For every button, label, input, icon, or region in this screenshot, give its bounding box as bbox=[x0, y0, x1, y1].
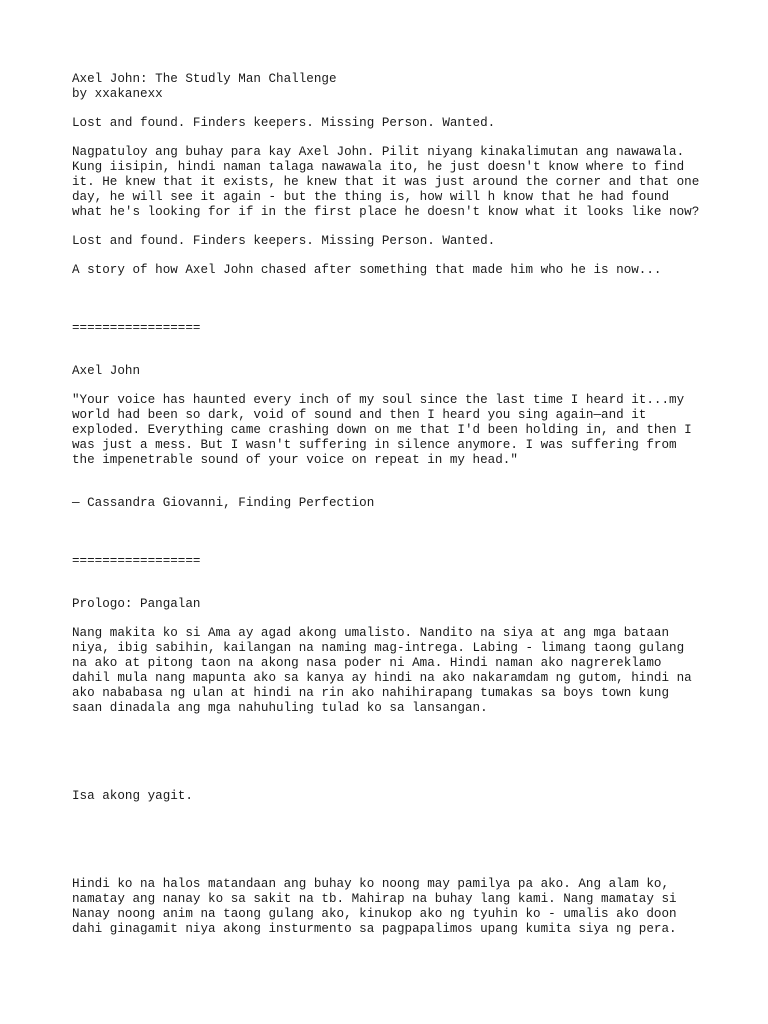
paragraph-line: Nang makita ko si Ama ay agad akong umalisto. Nandito na siya at ang mga bataan bbox=[72, 626, 670, 640]
document-title: Axel John: The Studly Man Challenge bbox=[72, 72, 337, 86]
paragraph-line: saan dinadala ang mga nahuhuling tulad ko sa lansangan. bbox=[72, 701, 488, 715]
tagline: Lost and found. Finders keepers. Missing Person. Wanted. bbox=[72, 116, 496, 130]
separator: ================= bbox=[72, 321, 201, 335]
quote-line: world had been so dark, void of sound and then I heard you sing again—and it bbox=[72, 408, 647, 422]
quote-line: was just a mess. But I wasn't suffering in silence anymore. I was suffering from bbox=[72, 438, 677, 452]
summary-line: Nagpatuloy ang buhay para kay Axel John. Pilit niyang kinakalimutan ang nawawala. bbox=[72, 145, 685, 159]
paragraph-line: dahil mula nang mapunta ako sa kanya ay hindi na ako nakaramdam ng gutom, hindi na bbox=[72, 671, 692, 685]
document-page bbox=[72, 72, 712, 937]
epigraph-quote bbox=[72, 393, 712, 468]
paragraph-line: Hindi ko na halos matandaan ang buhay ko noong may pamilya pa ako. Ang alam ko, bbox=[72, 877, 670, 891]
paragraph-line: na ako at pitong taon na akong nasa poder ni Ama. Hindi naman ako nagrereklamo bbox=[72, 656, 662, 670]
section-heading: Axel John bbox=[72, 364, 141, 378]
prologue-paragraph bbox=[72, 877, 712, 937]
summary-line: Kung iisipin, hindi naman talaga nawawala ito, he just doesn't know where to find bbox=[72, 160, 685, 174]
paragraph-line: Nanay noong anim na taong gulang ako, kinukop ako ng tyuhin ko - umalis ako doon bbox=[72, 907, 677, 921]
short-line: Isa akong yagit. bbox=[72, 789, 193, 803]
quote-attribution: — Cassandra Giovanni, Finding Perfection bbox=[72, 496, 375, 510]
story-line: A story of how Axel John chased after something that made him who he is now... bbox=[72, 263, 662, 277]
quote-line: "Your voice has haunted every inch of my soul since the last time I heard it...my bbox=[72, 393, 685, 407]
summary-line: it. He knew that it exists, he knew that it was just around the corner and that one bbox=[72, 175, 700, 189]
prologue-title: Prologo: Pangalan bbox=[72, 597, 201, 611]
quote-line: exploded. Everything came crashing down on me that I'd been holding in, and then I bbox=[72, 423, 692, 437]
paragraph-line: niya, ibig sabihin, kailangan na naming mag-intrega. Labing - limang taong gulang bbox=[72, 641, 685, 655]
paragraph-line: namatay ang nanay ko sa sakit na tb. Mahirap na buhay lang kami. Nang mamatay si bbox=[72, 892, 677, 906]
separator: ================= bbox=[72, 554, 201, 568]
paragraph-line: ako nababasa ng ulan at hindi na rin ako nahihirapang tumakas sa boys town kung bbox=[72, 686, 670, 700]
summary-line: day, he will see it again - but the thing is, how will h know that he had found bbox=[72, 190, 670, 204]
document-byline: by xxakanexx bbox=[72, 87, 163, 101]
quote-line: the impenetrable sound of your voice on repeat in my head." bbox=[72, 453, 518, 467]
paragraph-line: dahi ginagamit niya akong insturmento sa pagpapalimos upang kumita siya ng pera. bbox=[72, 922, 677, 936]
prologue-paragraph bbox=[72, 626, 712, 716]
summary-line: what he's looking for if in the first place he doesn't know what it looks like now? bbox=[72, 205, 700, 219]
summary-paragraph bbox=[72, 145, 712, 220]
tagline-repeat: Lost and found. Finders keepers. Missing Person. Wanted. bbox=[72, 234, 496, 248]
